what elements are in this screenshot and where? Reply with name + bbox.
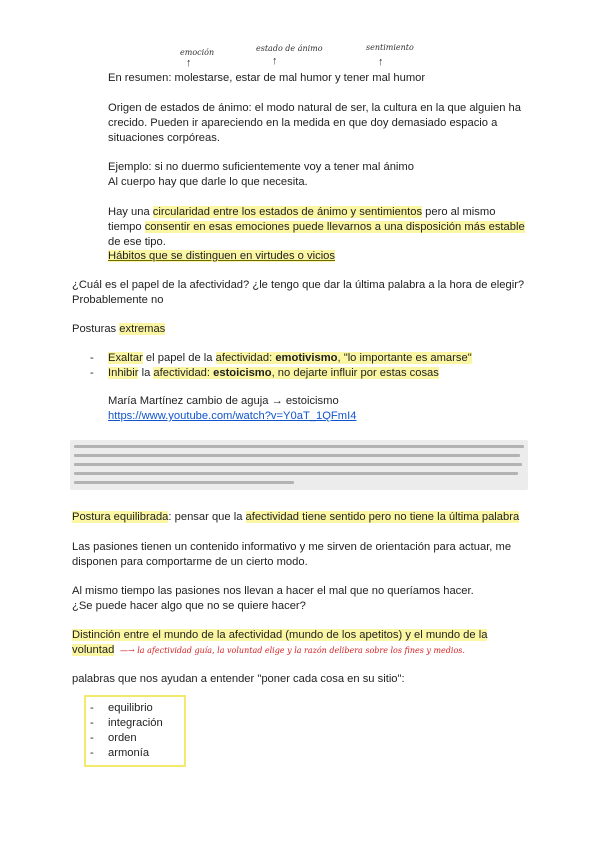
highlighted-text: Inhibir: [108, 367, 139, 379]
text-line: [72, 628, 487, 643]
text-span: : pensar que la: [168, 511, 246, 523]
text-span: Hay una: [108, 206, 153, 218]
red-handwritten-note: —→ la afectividad guía, la voluntad elige y la razón delibera sobre los fines y medios.: [120, 646, 465, 655]
highlighted-text: afectividad tiene sentido pero no tiene la última palabra: [245, 511, 520, 523]
bullet-dash: -: [90, 367, 94, 379]
highlighted-text: , no dejarte influir por estas cosas: [271, 367, 439, 379]
highlighted-text: Exaltar: [108, 352, 143, 364]
annotation-sentimiento: sentimiento: [366, 43, 414, 52]
annotation-emocion: emoción: [180, 48, 215, 57]
text-line: Las pasiones tienen un contenido informativo y me sirven de orientación para actuar, me: [72, 541, 512, 553]
highlighted-underlined-text: Hábitos que se distinguen en virtudes o vicios: [108, 250, 335, 262]
text-line: [108, 409, 356, 424]
text-line: [72, 322, 165, 337]
text-line: Al cuerpo hay que darle lo que necesita.: [108, 176, 308, 188]
bullet-dash: -: [90, 717, 94, 729]
text-line: ¿Cuál es el papel de la afectividad? ¿le tengo que dar la última palabra a la hora de elegir?: [72, 279, 525, 291]
arrow-up-icon: ↑: [272, 55, 278, 67]
youtube-link[interactable]: https://www.youtube.com/watch?v=Y0aT_1QFmI4: [108, 410, 357, 422]
text-span: :: [269, 352, 276, 364]
list-item-text: [108, 351, 472, 366]
blurred-text-line: [74, 481, 294, 484]
text-line: [72, 510, 519, 525]
list-item-text: armonía: [108, 747, 150, 759]
bold-text: emotivismo: [275, 352, 338, 364]
highlighted-text: consentir en esas emociones puede llevarnos a una disposición más estable: [144, 221, 525, 233]
text-span: Posturas: [72, 323, 120, 335]
arrow-up-icon: ↑: [378, 56, 384, 68]
text-span: pero al mismo: [422, 206, 496, 218]
bullet-dash: -: [90, 732, 94, 744]
blurred-text-line: [74, 472, 518, 475]
highlighted-text: afectividad: [153, 367, 207, 379]
text-line: [108, 220, 525, 235]
highlighted-text: afectividad: [215, 352, 270, 364]
highlighted-text: Distinción entre el mundo de la afectividad (mundo de los apetitos) y el mundo de la: [72, 629, 488, 641]
text-line: crecido. Pueden ir apareciendo en la medida en que doy demasiado espacio a: [108, 117, 498, 129]
text-line: Probablemente no: [72, 294, 164, 306]
text-span: el papel de la: [142, 352, 216, 364]
highlighted-text: voluntad: [72, 644, 115, 656]
text-line: [72, 643, 114, 658]
text-line: Origen de estados de ánimo: el modo natural de ser, la cultura en la que alguien ha: [108, 102, 521, 114]
text-line: [108, 249, 335, 264]
list-item-text: integración: [108, 717, 163, 729]
text-line: ¿Se puede hacer algo que no se quiere hacer?: [72, 600, 306, 612]
list-item-text: orden: [108, 732, 137, 744]
embedded-text-screenshot: [70, 440, 528, 490]
text-line: palabras que nos ayudan a entender "poner cada cosa en su sitio":: [72, 673, 405, 685]
text-line: En resumen: molestarse, estar de mal humor y tener mal humor: [108, 72, 426, 84]
bullet-dash: -: [90, 352, 94, 364]
arrow-up-icon: ↑: [186, 57, 192, 69]
text-line: Ejemplo: si no duermo suficientemente voy a tener mal ánimo: [108, 161, 414, 173]
bullet-dash: -: [90, 702, 94, 714]
text-line: Al mismo tiempo las pasiones nos llevan a hacer el mal que no queríamos hacer.: [72, 585, 474, 597]
bold-text: estoicismo: [213, 367, 272, 379]
highlighted-text: , "lo importante es amarse": [337, 352, 472, 364]
text-line: situaciones corpóreas.: [108, 132, 220, 144]
blurred-text-line: [74, 454, 520, 457]
blurred-text-line: [74, 463, 522, 466]
highlighted-text: circularidad entre los estados de ánimo y sentimientos: [152, 206, 423, 218]
blurred-text-line: [74, 445, 524, 448]
highlighted-text: extremas: [119, 323, 166, 335]
list-item-text: equilibrio: [108, 702, 153, 714]
text-line: [108, 205, 495, 220]
list-item-text: [108, 366, 439, 381]
bullet-dash: -: [90, 747, 94, 759]
highlighted-text: Postura equilibrada: [72, 511, 169, 523]
annotation-estado-animo: estado de ánimo: [256, 44, 323, 53]
text-line: disponen para comportarme de un cierto modo.: [72, 556, 308, 568]
text-span: :: [206, 367, 214, 379]
text-span: la: [138, 367, 154, 379]
text-line: de ese tipo.: [108, 236, 166, 248]
text-line: María Martínez cambio de aguja → estoicismo: [108, 395, 339, 407]
text-span: tiempo: [108, 221, 145, 233]
